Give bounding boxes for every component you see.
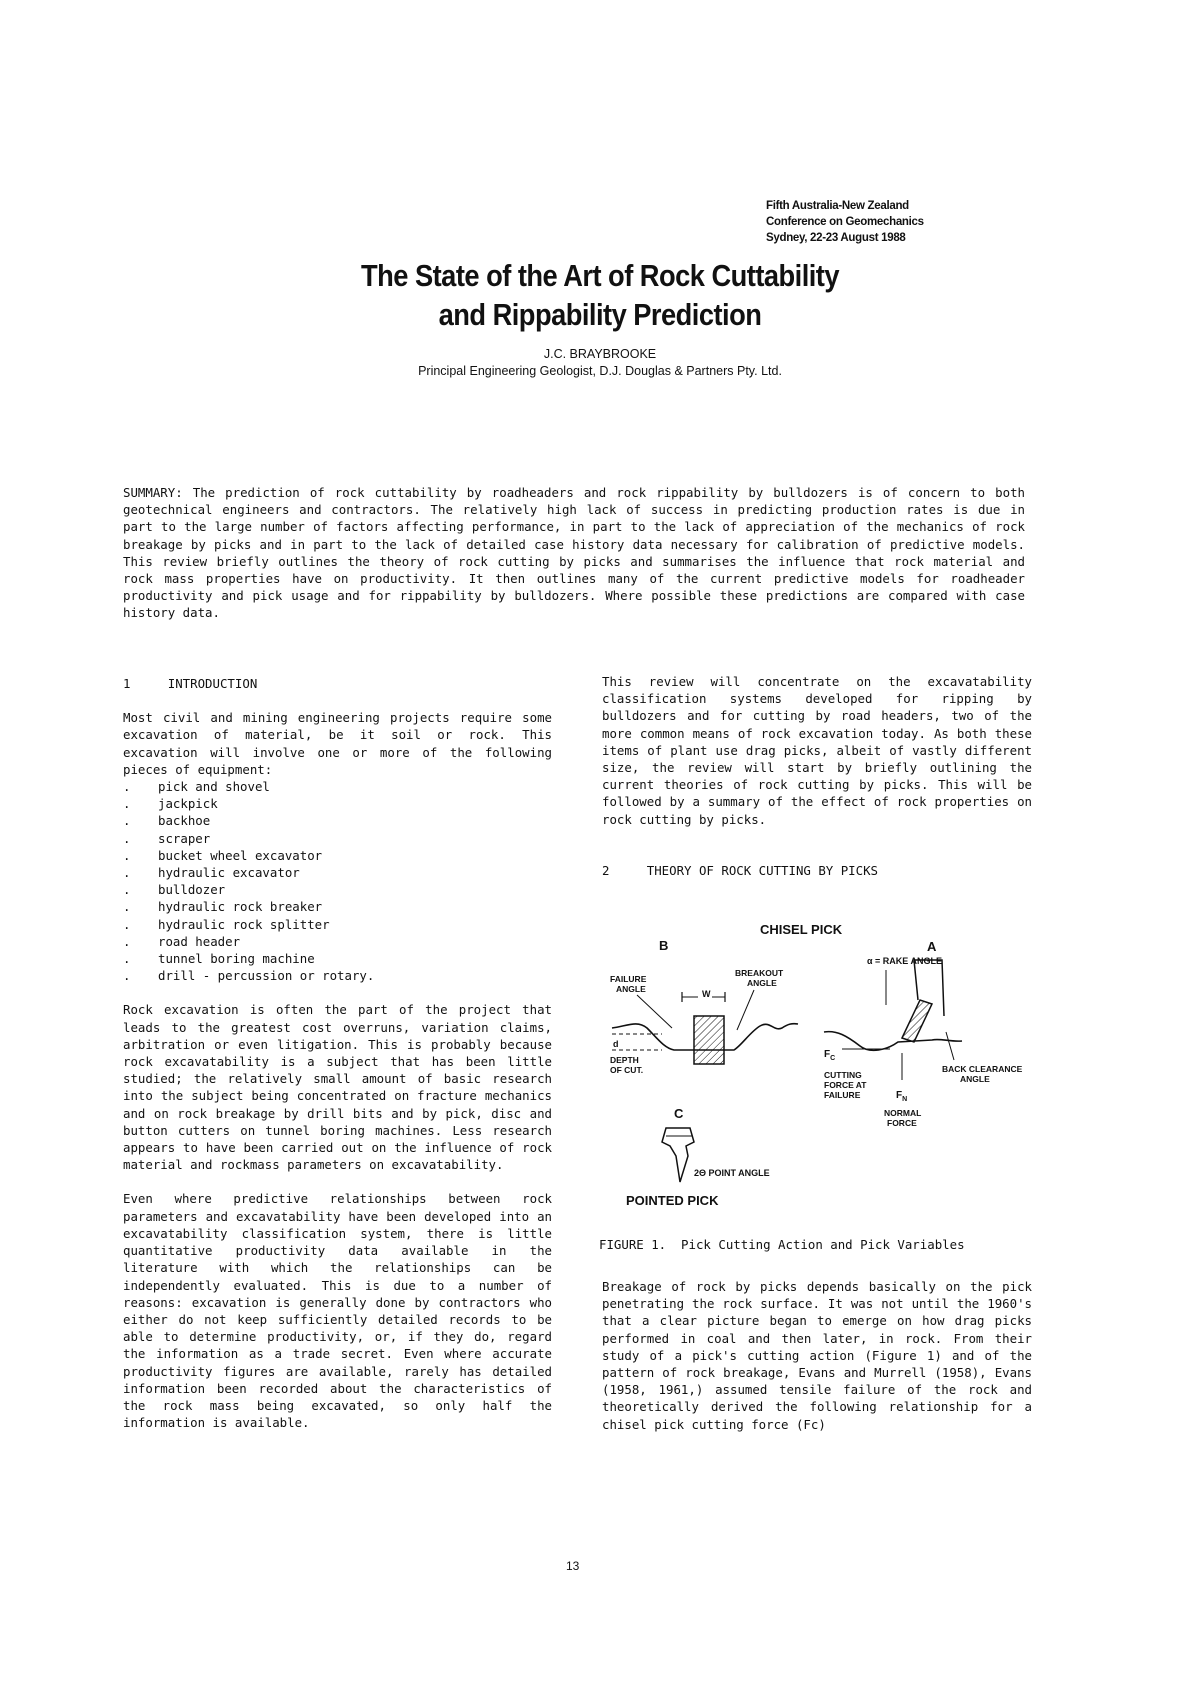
label-c: C: [674, 1106, 684, 1121]
cutting-force-label: CUTTING: [824, 1070, 862, 1080]
list-item: . bucket wheel excavator: [123, 847, 323, 863]
conference-info: [766, 198, 924, 246]
page-number: 13: [566, 1559, 580, 1573]
list-item: . tunnel boring machine: [123, 951, 315, 967]
cutting-force-label: FAILURE: [824, 1090, 861, 1100]
back-clearance-label: BACK CLEARANCE: [942, 1064, 1023, 1074]
right-column-lower: [602, 1278, 1032, 1433]
left-column: [123, 675, 552, 1431]
breakout-angle-label: BREAKOUT: [735, 968, 784, 978]
chisel-pick-shape: [694, 1016, 724, 1064]
title-line: The State of the Art of Rock Cuttability: [360, 258, 840, 293]
back-clearance-pointer: [946, 1032, 954, 1060]
conference-line: Fifth Australia-New Zealand: [766, 200, 909, 212]
normal-force-label: FORCE: [887, 1118, 917, 1128]
depth-of-cut-label: DEPTH: [610, 1055, 639, 1065]
figure-pick-cutting: [602, 920, 1032, 1222]
section-heading: 1 INTRODUCTION: [123, 676, 258, 691]
breakout-angle-pointer: [737, 990, 754, 1030]
author-affiliation: Principal Engineering Geologist, D.J. Douglas & Partners Pty. Ltd.: [418, 364, 782, 378]
pick-diagram: [602, 920, 1032, 1222]
label-b: B: [659, 938, 669, 953]
fc-label: $F_C$: [824, 1049, 836, 1062]
breakout-angle-label: ANGLE: [747, 978, 777, 988]
depth-d-label: d: [613, 1039, 619, 1049]
back-clearance-label: ANGLE: [960, 1074, 990, 1084]
author-block: [180, 346, 1020, 380]
point-angle-label: 2Θ POINT ANGLE: [694, 1168, 770, 1178]
body-paragraph: Rock excavation is often the part of the project that leads to the greatest cost overruns, variation claims, arbitration or even litigation. This is probably because rock excavatability is a subject that has been little studied; the relatively small amount of basic research into the subject being concentrated on fracture mechanics and on rock breakage by drill bits and by pick, disc and button cutters on tunnel boring machines. Less research appears to have been carried out on the influence of rock material and rockmass parameters on excavatability.: [123, 1002, 552, 1173]
list-item: . hydraulic rock breaker: [123, 899, 323, 915]
cutting-force-label: FORCE AT: [824, 1080, 867, 1090]
pick-tip: [902, 1000, 932, 1042]
width-label: W: [702, 989, 711, 999]
section-heading: 2 THEORY OF ROCK CUTTING BY PICKS: [602, 862, 879, 878]
list-item: . drill - percussion or rotary.: [123, 968, 375, 984]
body-paragraph: This review will concentrate on the excavatability classification systems developed for ripping by bulldozers and for cutting by road headers, two of the more common means of rock excavation today. As both these items of plant use drag picks, albeit of vastly different size, the review will start by briefly outlining the current theories of rock cutting by picks. This will be followed by a summary of the effect of rock properties on rock cutting by picks.: [602, 674, 1032, 827]
label-a: A: [927, 939, 937, 954]
failure-angle-pointer: [637, 995, 672, 1028]
intro-paragraph: Most civil and mining engineering projects require some excavation of material, be it soil or rock. This excavation will involve one or more of the following pieces of equipment:: [123, 710, 552, 777]
list-item: . jackpick: [123, 796, 218, 812]
depth-of-cut-label: OF CUT.: [610, 1065, 644, 1075]
failure-angle-label: ANGLE: [616, 984, 646, 994]
right-column: [602, 673, 1032, 879]
list-item: . scraper: [123, 830, 211, 846]
author-name: J.C. BRAYBROOKE: [543, 347, 657, 361]
list-item: . hydraulic excavator: [123, 865, 300, 881]
list-item: . hydraulic rock splitter: [123, 916, 330, 932]
equipment-list: [123, 778, 552, 984]
chisel-pick-label: CHISEL PICK: [760, 922, 843, 937]
title-line: and Rippability Prediction: [438, 297, 762, 332]
figure-caption: FIGURE 1. Pick Cutting Action and Pick Variables: [599, 1237, 965, 1252]
list-item: . road header: [123, 933, 241, 949]
rake-angle-label: α = RAKE ANGLE: [867, 956, 942, 966]
fn-label: $F_N$: [896, 1090, 908, 1103]
list-item: . pick and shovel: [123, 779, 270, 795]
pointed-pick-label: POINTED PICK: [626, 1193, 719, 1208]
summary-paragraph: SUMMARY: The prediction of rock cuttability by roadheaders and rock rippability by bulldozers is of concern to both geotechnical engineers and contractors. The relatively high lack of success in predicting production rates is due in part to the large number of factors affecting performance, in part to the lack of appreciation of the mechanics of rock breakage by picks and in part to the lack of detailed case history data necessary for calibration of predictive models. This review briefly outlines the theory of rock cutting by picks and summarises the influence that rock material and rock mass properties have on productivity. It then outlines many of the current predictive models for roadheader productivity and pick usage and for rippability by bulldozers. Where possible these predictions are compared with case history data.: [123, 485, 1025, 621]
body-paragraph: Breakage of rock by picks depends basically on the pick penetrating the rock surface. It was not until the 1960's that a clear picture began to emerge on how drag picks performed in coal and then later, in rock. From their study of a pick's cutting action (Figure 1) and of the pattern of rock breakage, Evans and Murrell (1958), Evans (1958, 1961,) assumed tensile failure of the rock and theoretically derived the following relationship for a chisel pick cutting force (Fc): [602, 1279, 1032, 1432]
list-item: . backhoe: [123, 813, 211, 829]
paper-title: [230, 256, 969, 334]
body-paragraph: Even where predictive relationships between rock parameters and excavatability have been developed into an excavatability classification system, there is little quantitative productivity data available in the literature with which the relationships can be independently evaluated. This is due to a number of reasons: excavation is generally done by contractors who either do not keep sufficiently detailed records to be able to determine productivity, or, if they do, regard the information as a trade secret. Even where accurate productivity figures are available, rarely has detailed information been recorded about the characteristics of the rock mass being excavated, so only half the information is available.: [123, 1191, 552, 1431]
list-item: . bulldozer: [123, 882, 226, 898]
conference-line: Conference on Geomechanics: [766, 216, 924, 228]
conference-line: Sydney, 22-23 August 1988: [766, 232, 906, 244]
normal-force-label: NORMAL: [884, 1108, 922, 1118]
rock-surface-pointed: [824, 1032, 962, 1051]
failure-angle-label: FAILURE: [610, 974, 647, 984]
